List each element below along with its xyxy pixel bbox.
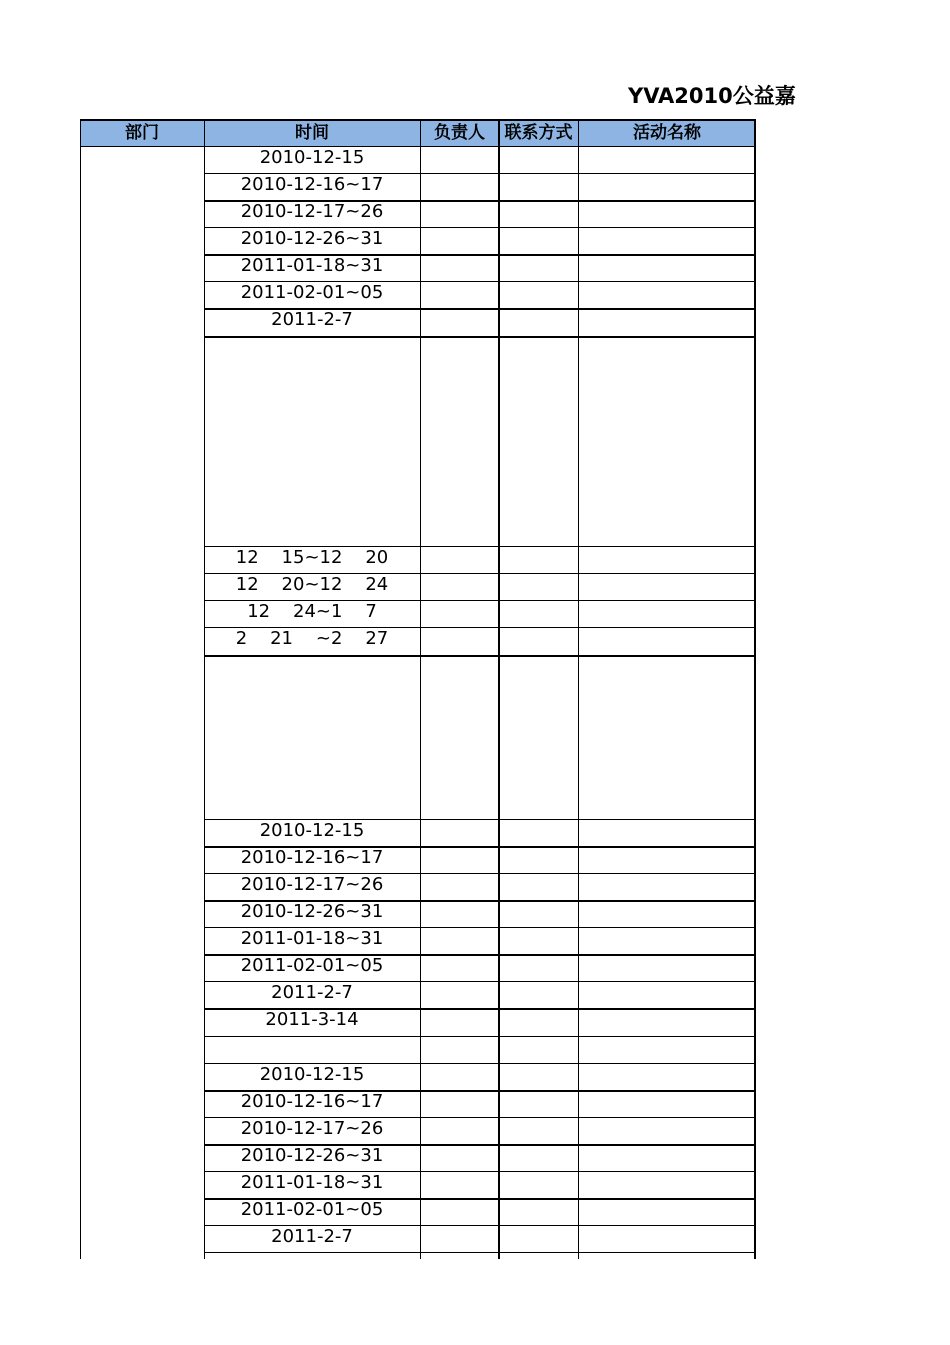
time-cell: 2011-2-7 <box>271 309 353 330</box>
time-cell: 2010-12-26~31 <box>240 901 384 922</box>
time-cell: 2010-12-16~17 <box>240 1091 384 1112</box>
time-cell: 2010-12-15 <box>259 1064 365 1085</box>
time-cell: 2011-01-18~31 <box>240 928 384 949</box>
time-cell: 2011-2-7 <box>271 1226 353 1247</box>
time-cell: 2010-12-16~17 <box>240 847 384 868</box>
header-time: 时间 <box>204 119 420 147</box>
time-cell: 2010-12-16~17 <box>240 174 384 195</box>
header-contact: 联系方式 <box>499 119 578 147</box>
time-cell: 2010-12-26~31 <box>240 228 384 249</box>
time-cell: 12 20~12 24 <box>235 574 389 595</box>
row-border <box>204 655 756 657</box>
row-border <box>204 1036 756 1037</box>
time-cell: 12 15~12 20 <box>235 547 389 568</box>
time-cell: 2011-01-18~31 <box>240 1172 384 1193</box>
time-cell: 2011-01-18~31 <box>240 255 384 276</box>
time-cell: 12 24~1 7 <box>247 601 377 622</box>
time-cell: 2010-12-15 <box>259 147 365 168</box>
time-cell: 2010-12-26~31 <box>240 1145 384 1166</box>
time-cell: 2 21 ~2 27 <box>235 628 389 649</box>
col-border-dept-left <box>80 119 81 1259</box>
time-cell: 2011-02-01~05 <box>240 955 384 976</box>
time-cell: 2011-3-14 <box>265 1009 359 1030</box>
time-cell: 2011-02-01~05 <box>240 282 384 303</box>
row-border <box>204 1252 756 1253</box>
header-activity: 活动名称 <box>578 119 756 147</box>
row-border <box>204 336 756 338</box>
col-border-activity-left <box>578 119 579 1259</box>
sheet-title: YVA2010公益嘉 <box>628 84 796 108</box>
time-cell: 2011-2-7 <box>271 982 353 1003</box>
col-border-right <box>754 119 756 1259</box>
col-border-owner-left <box>420 119 421 1259</box>
time-cell: 2010-12-17~26 <box>240 874 384 895</box>
header-dept: 部门 <box>80 119 204 147</box>
header-owner: 负责人 <box>420 119 499 147</box>
time-cell: 2010-12-17~26 <box>240 1118 384 1139</box>
time-cell: 2011-02-01~05 <box>240 1199 384 1220</box>
time-cell: 2010-12-17~26 <box>240 201 384 222</box>
schedule-table <box>80 119 756 1259</box>
time-cell: 2010-12-15 <box>259 820 365 841</box>
col-border-time-left <box>204 119 205 1259</box>
col-border-contact-left <box>498 119 500 1259</box>
